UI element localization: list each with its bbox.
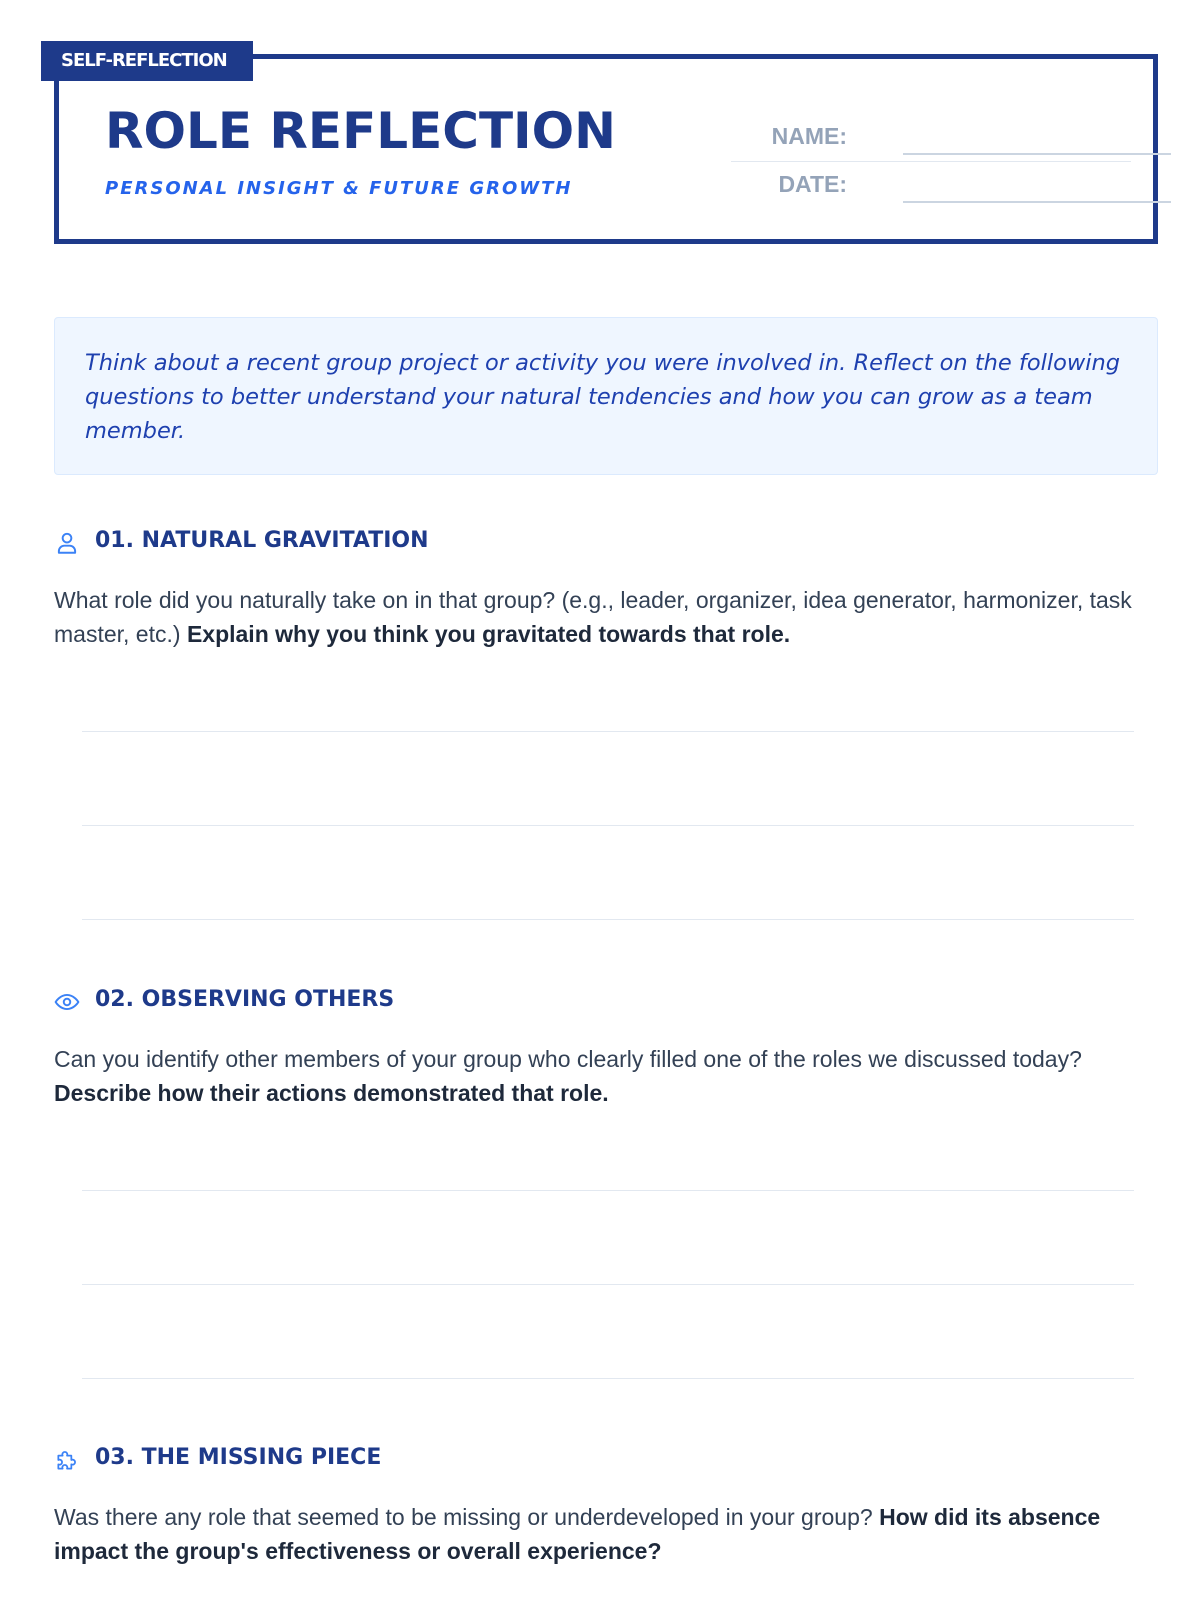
section-title: 02. OBSERVING OTHERS (95, 987, 395, 1012)
date-field (731, 165, 1131, 205)
section-missing-piece (54, 1444, 1158, 1564)
question-emphasis: Explain why you think you gravitated towards that role. (186, 621, 791, 647)
answer-line[interactable] (82, 825, 1134, 826)
question-emphasis: How did its absence impact the group's effectiveness or overall experience? (54, 1504, 1101, 1564)
user-icon (54, 530, 80, 556)
section-title: 03. THE MISSING PIECE (95, 1445, 382, 1470)
intro-text: Think about a recent group project or activity you were involved in. Reflect on the following questions to better understand your natural tendencies and how you can grow as a team member. (85, 350, 1121, 444)
name-label: NAME: (771, 123, 847, 149)
answer-line[interactable] (82, 919, 1134, 920)
answer-line[interactable] (82, 1378, 1134, 1379)
question-text (54, 1042, 1158, 1110)
question-emphasis: Describe how their actions demonstrated that role. (54, 1080, 609, 1106)
question-body: Can you identify other members of your group who clearly filled one of the roles we discussed today? (54, 1046, 1082, 1072)
section-natural-gravitation (54, 527, 1158, 647)
name-field (731, 117, 1131, 157)
date-label: DATE: (778, 171, 847, 197)
page-title: ROLE REFLECTION (105, 102, 617, 160)
puzzle-icon (54, 1447, 80, 1473)
section-header (54, 986, 1158, 1020)
question-body: What role did you naturally take on in that group? (e.g., leader, organizer, idea generator, harmonizer, task master, etc.) (54, 587, 1132, 647)
eye-icon (54, 989, 80, 1015)
header-card (54, 54, 1158, 244)
section-tag: SELF-REFLECTION (41, 41, 253, 81)
section-observing-others (54, 986, 1158, 1106)
answer-line[interactable] (82, 1284, 1134, 1285)
question-text (54, 1500, 1158, 1568)
section-header (54, 1444, 1158, 1478)
date-input-line[interactable] (903, 200, 1171, 203)
answer-line[interactable] (82, 1190, 1134, 1191)
section-header (54, 527, 1158, 561)
question-text (54, 583, 1158, 651)
field-divider (731, 161, 1131, 162)
page-subtitle: PERSONAL INSIGHT & FUTURE GROWTH (105, 178, 573, 199)
name-input-line[interactable] (903, 152, 1171, 155)
section-title: 01. NATURAL GRAVITATION (95, 528, 429, 553)
intro-box (54, 317, 1158, 475)
answer-line[interactable] (82, 731, 1134, 732)
question-body: Was there any role that seemed to be missing or underdeveloped in your group? (54, 1504, 873, 1530)
